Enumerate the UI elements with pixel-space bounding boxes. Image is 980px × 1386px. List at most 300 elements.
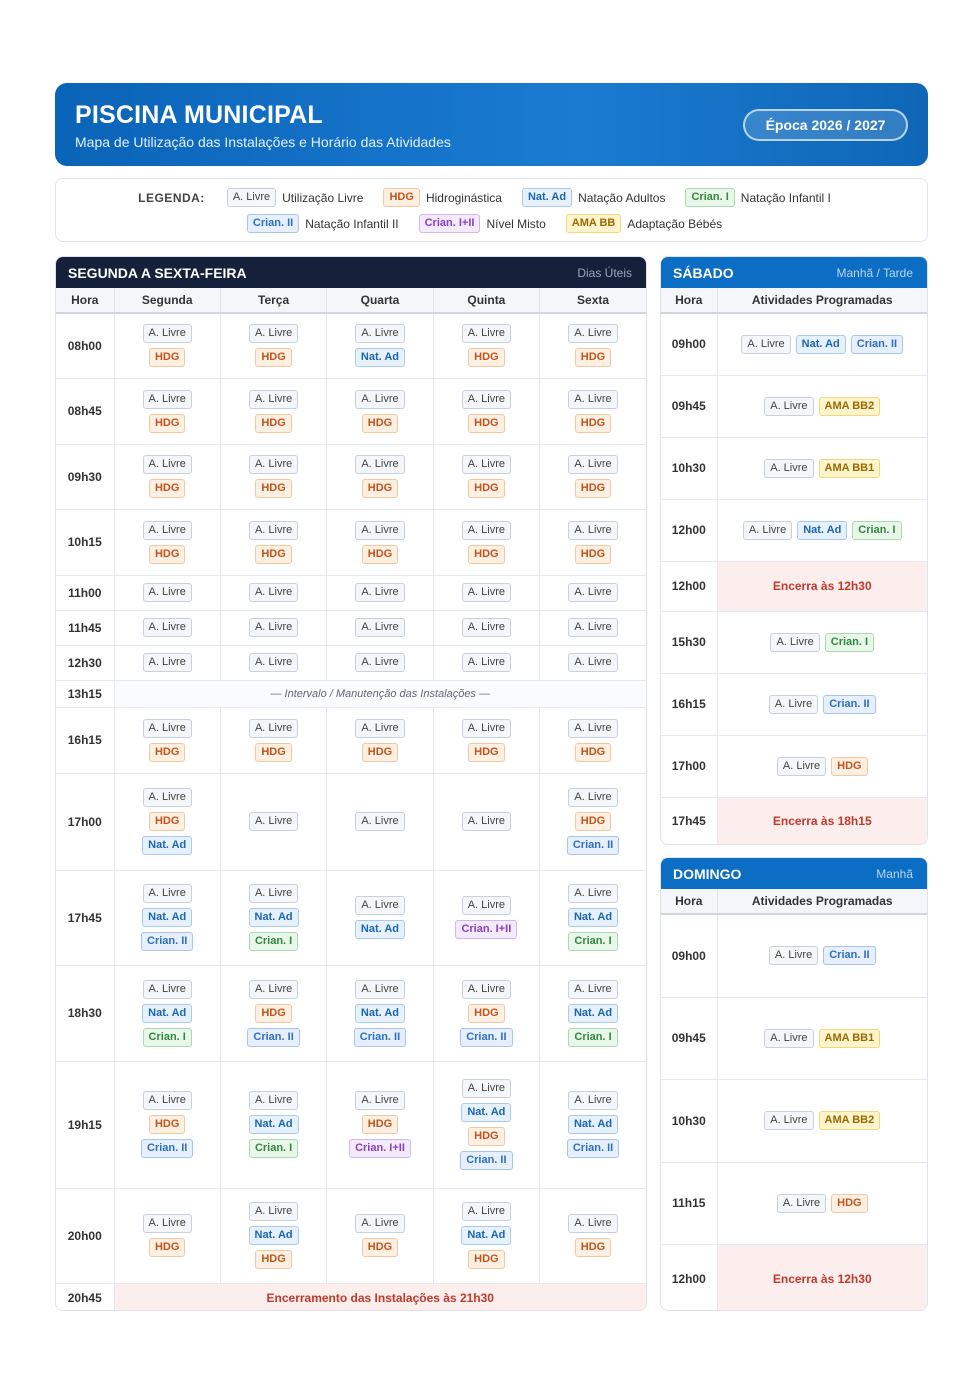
activity-stack — [540, 1091, 646, 1158]
schedule-cell — [717, 611, 927, 673]
interval-note: — Intervalo / Manutenção das Instalações — — [114, 680, 646, 707]
activity-stack — [115, 719, 220, 762]
hour-cell: 11h00 — [56, 575, 114, 610]
activity-tag: HDG — [255, 743, 291, 762]
schedule-cell — [433, 870, 539, 965]
activity-tag: HDG — [362, 414, 398, 433]
activity-stack — [327, 455, 432, 498]
activity-tag: HDG — [255, 545, 291, 564]
hour-cell: 13h15 — [56, 680, 114, 707]
schedule-cell — [717, 914, 927, 997]
activity-tag: HDG — [149, 479, 185, 498]
activity-tag: A. Livre — [462, 1079, 511, 1098]
activity-tag: HDG — [149, 1115, 185, 1134]
schedule-cell — [114, 965, 220, 1061]
activity-tag: A. Livre — [769, 695, 818, 714]
column-header: Quinta — [433, 288, 539, 313]
activity-stack — [434, 896, 539, 939]
hour-cell: 12h00 — [661, 561, 717, 611]
hour-cell: 10h15 — [56, 509, 114, 575]
season-badge: Época 2026 / 2027 — [743, 109, 908, 141]
activity-stack — [221, 1202, 326, 1269]
schedule-cell — [433, 378, 539, 444]
schedule-cell — [433, 610, 539, 645]
activity-tag: A. Livre — [143, 719, 192, 738]
schedule-cell — [540, 645, 646, 680]
activity-tag: Crian. I+II — [455, 920, 517, 939]
activity-tag: A. Livre — [249, 719, 298, 738]
activity-tag: A. Livre — [568, 455, 617, 474]
schedule-cell — [540, 378, 646, 444]
activity-tag: Nat. Ad — [797, 521, 847, 540]
activity-stack — [434, 390, 539, 433]
table-row — [661, 313, 927, 375]
activity-tag: A. Livre — [143, 884, 192, 903]
schedule-cell — [433, 773, 539, 870]
activity-tag: Crian. II — [141, 1139, 193, 1158]
table-row — [661, 914, 927, 997]
activity-tag: A. Livre — [568, 980, 617, 999]
hour-cell: 10h30 — [661, 437, 717, 499]
activity-stack — [327, 812, 432, 831]
schedule-cell — [114, 1061, 220, 1188]
table-row — [56, 1188, 646, 1283]
activity-tag: A. Livre — [462, 455, 511, 474]
activity-stack — [115, 324, 220, 367]
activity-tag: HDG — [575, 479, 611, 498]
activity-stack — [434, 521, 539, 564]
activity-tag: A. Livre — [355, 324, 404, 343]
legend-description: Natação Infantil II — [305, 216, 399, 231]
activity-tag: Crian. I — [143, 1028, 192, 1047]
schedule-cell — [327, 870, 433, 965]
activity-stack — [221, 618, 326, 637]
activity-stack — [115, 788, 220, 855]
activity-tag: AMA BB2 — [819, 397, 881, 416]
activity-stack — [327, 653, 432, 672]
schedule-cell — [220, 509, 326, 575]
sunday-title: DOMINGO — [673, 866, 742, 882]
activity-tag: A. Livre — [777, 1194, 826, 1213]
activity-tag: Crian. I — [249, 1139, 298, 1158]
activity-stack — [221, 719, 326, 762]
schedule-cell — [220, 870, 326, 965]
activity-tag: A. Livre — [355, 1214, 404, 1233]
activity-tag: AMA BB2 — [819, 1111, 881, 1130]
hour-cell: 09h00 — [661, 914, 717, 997]
table-row — [661, 375, 927, 437]
activity-stack — [540, 653, 646, 672]
saturday-panel — [660, 256, 928, 845]
activity-tag: A. Livre — [462, 324, 511, 343]
table-row — [661, 611, 927, 673]
activity-tag: HDG — [255, 479, 291, 498]
activity-row — [718, 459, 928, 478]
activity-stack — [115, 521, 220, 564]
activity-stack — [115, 1091, 220, 1158]
legend-tag: Crian. I — [685, 188, 734, 207]
activity-tag: A. Livre — [568, 324, 617, 343]
activity-row — [718, 397, 928, 416]
schedule-cell — [327, 965, 433, 1061]
activity-stack — [221, 980, 326, 1047]
activity-tag: A. Livre — [764, 397, 813, 416]
activity-tag: A. Livre — [143, 583, 192, 602]
schedule-cell — [433, 509, 539, 575]
schedule-cell — [220, 773, 326, 870]
activity-tag: HDG — [255, 348, 291, 367]
hour-cell: 19h15 — [56, 1061, 114, 1188]
column-header: Terça — [220, 288, 326, 313]
table-row — [56, 575, 646, 610]
activity-tag: A. Livre — [462, 390, 511, 409]
activity-tag: A. Livre — [355, 719, 404, 738]
activity-tag: Crian. I — [825, 633, 874, 652]
activity-tag: A. Livre — [249, 1091, 298, 1110]
activity-stack — [221, 521, 326, 564]
saturday-subtitle: Manhã / Tarde — [836, 266, 913, 280]
activity-tag: HDG — [149, 414, 185, 433]
schedule-cell — [540, 1188, 646, 1283]
legend-description: Natação Adultos — [578, 190, 666, 205]
hour-cell: 17h45 — [56, 870, 114, 965]
legend-tag: Nat. Ad — [522, 188, 572, 207]
activity-tag: Crian. II — [141, 932, 193, 951]
activity-tag: HDG — [468, 1127, 504, 1146]
activity-tag: HDG — [362, 545, 398, 564]
activity-tag: A. Livre — [462, 521, 511, 540]
activity-stack — [434, 324, 539, 367]
activity-tag: A. Livre — [568, 618, 617, 637]
legend-row — [56, 214, 927, 233]
activity-tag: A. Livre — [568, 884, 617, 903]
closing-note: Encerra às 12h30 — [717, 561, 927, 611]
activity-tag: A. Livre — [568, 521, 617, 540]
activity-stack — [327, 618, 432, 637]
activity-row — [718, 1194, 928, 1213]
table-row — [661, 735, 927, 797]
activity-stack — [327, 896, 432, 939]
schedule-cell — [114, 707, 220, 773]
legend-description: Adaptação Bébés — [627, 216, 723, 231]
legend-description: Utilização Livre — [282, 190, 364, 205]
activity-stack — [540, 719, 646, 762]
hour-cell: 16h15 — [56, 707, 114, 773]
activity-tag: HDG — [468, 743, 504, 762]
activity-tag: A. Livre — [769, 946, 818, 965]
hour-cell: 09h45 — [661, 375, 717, 437]
schedule-cell — [220, 610, 326, 645]
schedule-cell — [220, 378, 326, 444]
schedule-cell — [327, 509, 433, 575]
closing-note: Encerramento das Instalações às 21h30 — [114, 1283, 646, 1311]
hour-cell: 18h30 — [56, 965, 114, 1061]
activity-tag: A. Livre — [355, 390, 404, 409]
table-row — [661, 673, 927, 735]
activity-stack — [221, 455, 326, 498]
activity-tag: A. Livre — [143, 390, 192, 409]
activity-tag: Nat. Ad — [461, 1226, 511, 1245]
hour-cell: 09h30 — [56, 444, 114, 509]
activity-tag: HDG — [468, 479, 504, 498]
activity-stack — [434, 1202, 539, 1269]
activity-tag: HDG — [362, 743, 398, 762]
activity-stack — [434, 719, 539, 762]
activity-tag: AMA BB1 — [819, 459, 881, 478]
activity-tag: A. Livre — [143, 618, 192, 637]
activity-tag: A. Livre — [741, 335, 790, 354]
activity-stack — [115, 455, 220, 498]
schedule-cell — [114, 610, 220, 645]
activity-tag: HDG — [575, 414, 611, 433]
activity-tag: HDG — [255, 414, 291, 433]
hour-cell: 08h45 — [56, 378, 114, 444]
activity-tag: A. Livre — [143, 1091, 192, 1110]
activity-tag: A. Livre — [462, 653, 511, 672]
table-row — [56, 444, 646, 509]
schedule-cell — [433, 1061, 539, 1188]
activity-stack — [327, 980, 432, 1047]
legend-description: Hidroginástica — [425, 190, 502, 205]
activity-tag: HDG — [468, 1004, 504, 1023]
activity-tag: A. Livre — [568, 1214, 617, 1233]
activity-tag: Crian. I+II — [349, 1139, 411, 1158]
sunday-panel — [660, 857, 928, 1311]
saturday-table — [661, 288, 927, 845]
table-row — [56, 1061, 646, 1188]
column-header: Atividades Programadas — [717, 889, 927, 914]
activity-tag: A. Livre — [568, 583, 617, 602]
activity-stack — [115, 980, 220, 1047]
activity-tag: A. Livre — [355, 455, 404, 474]
schedule-cell — [114, 313, 220, 378]
weekday-title: SEGUNDA A SEXTA-FEIRA — [68, 265, 247, 281]
schedule-cell — [717, 499, 927, 561]
hour-cell: 16h15 — [661, 673, 717, 735]
activity-row — [718, 695, 928, 714]
activity-tag: HDG — [362, 1115, 398, 1134]
table-row — [661, 1162, 927, 1244]
activity-stack — [434, 812, 539, 831]
closing-note: Encerra às 18h15 — [717, 797, 927, 845]
header-banner — [55, 83, 928, 166]
schedule-cell — [717, 673, 927, 735]
activity-tag: A. Livre — [249, 583, 298, 602]
activity-tag: A. Livre — [764, 1029, 813, 1048]
activity-tag: Crian. II — [567, 836, 619, 855]
schedule-cell — [717, 1162, 927, 1244]
legend-tag: HDG — [383, 188, 419, 207]
schedule-cell — [717, 1079, 927, 1162]
saturday-title: SÁBADO — [673, 265, 734, 281]
hour-cell: 20h00 — [56, 1188, 114, 1283]
table-row — [56, 707, 646, 773]
table-row — [56, 313, 646, 378]
activity-tag: Nat. Ad — [796, 335, 846, 354]
activity-stack — [115, 390, 220, 433]
table-row — [661, 797, 927, 845]
closing-note: Encerra às 12h30 — [717, 1244, 927, 1311]
activity-tag: A. Livre — [249, 521, 298, 540]
schedule-cell — [717, 313, 927, 375]
table-row — [661, 997, 927, 1079]
activity-tag: HDG — [362, 479, 398, 498]
schedule-cell — [433, 707, 539, 773]
legend-tag: A. Livre — [227, 188, 276, 207]
schedule-cell — [717, 997, 927, 1079]
schedule-cell — [433, 313, 539, 378]
schedule-cell — [717, 735, 927, 797]
activity-tag: A. Livre — [249, 884, 298, 903]
activity-stack — [540, 980, 646, 1047]
activity-row — [718, 521, 928, 540]
activity-tag: A. Livre — [568, 653, 617, 672]
schedule-cell — [540, 575, 646, 610]
hour-cell: 10h30 — [661, 1079, 717, 1162]
table-row — [56, 610, 646, 645]
table-row — [661, 561, 927, 611]
legend-tag: Crian. I+II — [419, 214, 481, 233]
activity-tag: A. Livre — [143, 653, 192, 672]
schedule-cell — [433, 965, 539, 1061]
activity-tag: A. Livre — [143, 324, 192, 343]
schedule-cell — [327, 313, 433, 378]
activity-stack — [434, 618, 539, 637]
legend-tag: AMA BB — [566, 214, 622, 233]
activity-stack — [540, 618, 646, 637]
activity-stack — [327, 1091, 432, 1158]
activity-row — [718, 1029, 928, 1048]
hour-cell: 12h00 — [661, 1244, 717, 1311]
schedule-cell — [717, 375, 927, 437]
schedule-cell — [114, 444, 220, 509]
activity-stack — [221, 324, 326, 367]
activity-stack — [540, 1214, 646, 1257]
schedule-cell — [114, 378, 220, 444]
activity-tag: A. Livre — [568, 788, 617, 807]
hour-cell: 09h00 — [661, 313, 717, 375]
activity-tag: A. Livre — [249, 653, 298, 672]
schedule-cell — [327, 1061, 433, 1188]
saturday-header — [661, 257, 927, 288]
activity-tag: A. Livre — [764, 1111, 813, 1130]
activity-stack — [540, 583, 646, 602]
activity-stack — [327, 390, 432, 433]
column-header: Hora — [56, 288, 114, 313]
schedule-cell — [540, 313, 646, 378]
schedule-cell — [540, 870, 646, 965]
weekday-table — [56, 288, 646, 1311]
schedule-cell — [220, 707, 326, 773]
activity-tag: HDG — [831, 757, 867, 776]
activity-tag: AMA BB1 — [819, 1029, 881, 1048]
schedule-cell — [220, 1188, 326, 1283]
activity-row — [718, 633, 928, 652]
activity-tag: HDG — [468, 1250, 504, 1269]
activity-tag: A. Livre — [355, 653, 404, 672]
activity-tag: A. Livre — [462, 618, 511, 637]
column-header: Hora — [661, 889, 717, 914]
schedule-cell — [114, 870, 220, 965]
activity-tag: Crian. II — [851, 335, 903, 354]
activity-stack — [434, 980, 539, 1047]
schedule-cell — [220, 965, 326, 1061]
activity-stack — [540, 788, 646, 855]
activity-tag: HDG — [149, 743, 185, 762]
activity-tag: A. Livre — [355, 812, 404, 831]
activity-tag: HDG — [149, 1238, 185, 1257]
activity-tag: HDG — [468, 414, 504, 433]
activity-tag: Nat. Ad — [142, 836, 192, 855]
table-row — [56, 645, 646, 680]
hour-cell: 11h45 — [56, 610, 114, 645]
schedule-cell — [220, 645, 326, 680]
hour-cell: 09h45 — [661, 997, 717, 1079]
activity-tag: A. Livre — [777, 757, 826, 776]
table-row — [56, 965, 646, 1061]
schedule-cell — [540, 773, 646, 870]
schedule-cell — [540, 1061, 646, 1188]
activity-tag: A. Livre — [568, 719, 617, 738]
activity-tag: A. Livre — [249, 618, 298, 637]
activity-stack — [540, 884, 646, 951]
activity-tag: Crian. I — [249, 932, 298, 951]
schedule-cell — [433, 575, 539, 610]
hour-cell: 08h00 — [56, 313, 114, 378]
schedule-cell — [327, 707, 433, 773]
schedule-cell — [114, 645, 220, 680]
schedule-cell — [433, 1188, 539, 1283]
activity-stack — [434, 455, 539, 498]
activity-tag: A. Livre — [143, 788, 192, 807]
activity-tag: Crian. I — [568, 1028, 617, 1047]
legend-description: Nível Misto — [486, 216, 546, 231]
activity-tag: HDG — [575, 545, 611, 564]
activity-row — [718, 1111, 928, 1130]
activity-tag: A. Livre — [143, 521, 192, 540]
table-row — [661, 1244, 927, 1311]
activity-stack — [115, 618, 220, 637]
hour-cell: 17h45 — [661, 797, 717, 845]
activity-stack — [221, 812, 326, 831]
schedule-cell — [220, 313, 326, 378]
table-row — [56, 378, 646, 444]
sunday-header — [661, 858, 927, 889]
activity-tag: Crian. I — [852, 521, 901, 540]
activity-tag: HDG — [468, 348, 504, 367]
activity-tag: Nat. Ad — [249, 1226, 299, 1245]
activity-tag: HDG — [831, 1194, 867, 1213]
activity-tag: A. Livre — [355, 1091, 404, 1110]
schedule-cell — [327, 575, 433, 610]
activity-tag: A. Livre — [143, 455, 192, 474]
activity-row — [718, 946, 928, 965]
activity-tag: HDG — [149, 348, 185, 367]
activity-tag: A. Livre — [462, 583, 511, 602]
schedule-cell — [327, 1188, 433, 1283]
schedule-cell — [540, 707, 646, 773]
weekday-panel — [55, 256, 647, 1311]
activity-tag: HDG — [255, 1250, 291, 1269]
activity-tag: A. Livre — [249, 812, 298, 831]
activity-tag: A. Livre — [355, 896, 404, 915]
table-row — [56, 509, 646, 575]
activity-tag: A. Livre — [143, 980, 192, 999]
activity-tag: Crian. II — [823, 946, 875, 965]
activity-tag: A. Livre — [355, 521, 404, 540]
hour-cell: 12h00 — [661, 499, 717, 561]
legend-row — [56, 188, 927, 207]
